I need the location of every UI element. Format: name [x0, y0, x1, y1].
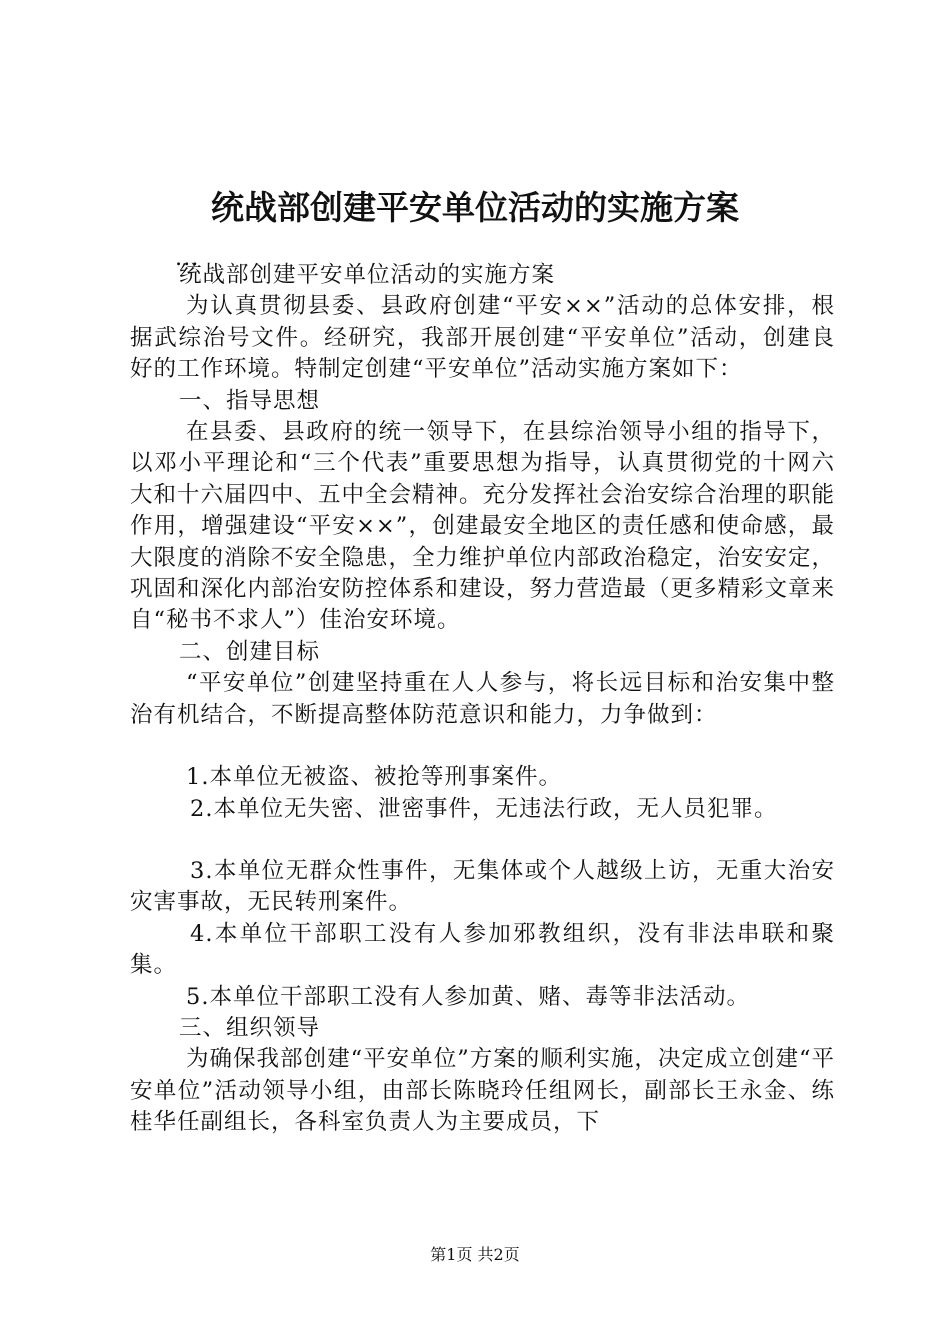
document-body [130, 245, 836, 1139]
goal-item-5: 5.本单位干部职工没有人参加黄、赌、毒等非法活动。 [186, 983, 750, 1010]
section-paragraph-goals: “平安单位”创建坚持重在人人参与，将长远目标和治安集中整治有机结合，不断提高整体防范意识和能力，力争做到： [130, 670, 835, 728]
goal-item-3: 3.本单位无群众性事件，无集体或个人越级上访，无重大治安灾害事故，无民转刑案件。 [130, 857, 835, 916]
section-paragraph-guiding-ideology: 在县委、县政府的统一领导下，在县综治领导小组的指导下，以邓小平理论和“三个代表”重要思想为指导，认真贯彻党的十网六大和十六届四中、五中全会精神。充分发挥社会治安综合治理的职能作用，增强建设“平安××”，创建最安全地区的责任感和使命感，最大限度的消除不安全隐患，全力维护单位内部政治稳定，治安安定，巩固和深化内部治安防控体系和建设，努力营造最（更多精彩文章来自“秘书不求人”）佳治安环境。 [130, 419, 836, 634]
spacer [130, 825, 835, 856]
document-subtitle: 统战部创建平安单位活动的实施方案 [179, 262, 556, 288]
goal-item-4: 4.本单位干部职工没有人参加邪教组织，没有非法串联和聚集。 [130, 920, 835, 979]
section-heading-guiding-ideology: 一、指导思想 [179, 387, 321, 414]
section-heading-goals: 二、创建目标 [179, 638, 321, 665]
section-heading-organization: 三、组织领导 [179, 1014, 321, 1041]
section-paragraph-organization: 为确保我部创建“平安单位”方案的顺利实施，决定成立创建“平安单位”活动领导小组，由部长陈晓玲任组网长，副部长王永金、练桂华任副组长，各科室负责人为主要成员，下 [130, 1046, 835, 1136]
goal-item-1: 1.本单位无被盗、被抢等刑事案件。 [186, 764, 562, 791]
intro-paragraph: 为认真贯彻县委、县政府创建“平安××”活动的总体安排，根据武综治号文件。经研究，我部开展创建“平安单位”活动，创建良好的工作环境。特制定创建“平安单位”活动实施方案如下： [130, 293, 835, 383]
goal-item-2: 2.本单位无失密、泄密事件，无违法行政，无人员犯罪。 [190, 795, 778, 822]
ellipsis-marker: ... [175, 245, 200, 271]
spacer [130, 731, 835, 762]
document-title: 统战部创建平安单位活动的实施方案 [211, 188, 739, 227]
page-footer: 第1页 共2页 [430, 1245, 520, 1264]
